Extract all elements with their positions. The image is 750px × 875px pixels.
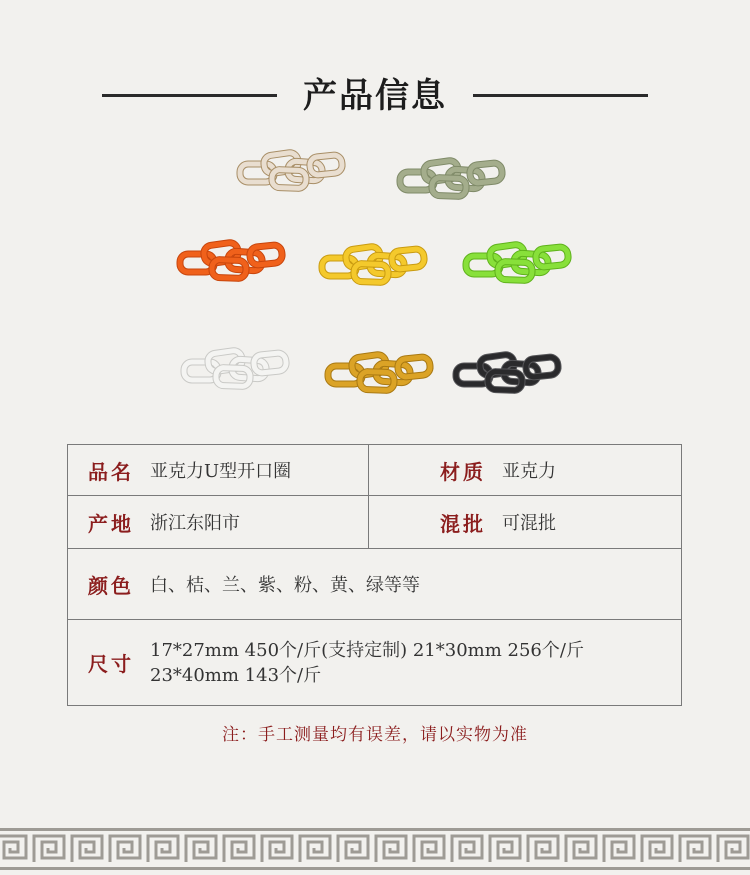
title-left-line [102, 94, 277, 97]
chain-white [180, 338, 290, 398]
spec-row-origin-mix [68, 496, 681, 549]
fret-motif [566, 836, 596, 862]
label-material: 材质 [440, 459, 486, 484]
spec-row-size [68, 620, 681, 705]
fret-motif [414, 836, 444, 862]
cell-divider [368, 445, 369, 495]
chain-cream-tortoise [236, 140, 346, 200]
label-origin: 产地 [88, 511, 134, 536]
value-name: 亚克力U型开口圈 [150, 461, 292, 482]
fret-motif [718, 836, 748, 862]
fret-motif [148, 836, 178, 862]
chain-sage-green [396, 148, 506, 208]
fret-motif [72, 836, 102, 862]
value-mix: 可混批 [502, 513, 556, 534]
fret-motif [262, 836, 292, 862]
label-mix: 混批 [440, 511, 486, 536]
fret-motif [224, 836, 254, 862]
value-size-line2: 23*40mm 143个/斤 [150, 664, 322, 686]
border-top-line [0, 828, 750, 831]
label-color: 颜色 [88, 573, 134, 598]
fret-motif [642, 836, 672, 862]
value-color: 白、桔、兰、紫、粉、黄、绿等等 [150, 575, 420, 596]
product-image-chains [0, 130, 750, 420]
chain-lime-green [462, 232, 572, 292]
cell-divider [368, 496, 369, 548]
spec-row-name-material [68, 445, 681, 496]
section-header [0, 70, 750, 126]
border-bottom-line [0, 867, 750, 870]
label-name: 品名 [88, 459, 134, 484]
fret-motif [528, 836, 558, 862]
chain-black [452, 342, 562, 402]
label-size: 尺寸 [88, 652, 134, 676]
fret-motif [490, 836, 520, 862]
fret-motif [452, 836, 482, 862]
chain-yellow [318, 234, 428, 294]
fret-motif [680, 836, 710, 862]
fret-motif [376, 836, 406, 862]
spec-row-color [68, 549, 681, 620]
page-title: 产品信息 [303, 76, 447, 116]
fret-motif [110, 836, 140, 862]
fret-motif [338, 836, 368, 862]
value-origin: 浙江东阳市 [150, 513, 240, 534]
fret-motif [186, 836, 216, 862]
measurement-note: 注：手工测量均有误差，请以实物为准 [222, 725, 528, 745]
fret-motif [300, 836, 330, 862]
chain-orange [176, 230, 286, 290]
spec-table [67, 444, 682, 706]
fret-pattern-border [0, 826, 750, 872]
value-size-line1: 17*27mm 450个/斤(支持定制) 21*30mm 256个/斤 [150, 639, 584, 661]
fret-motif [0, 836, 26, 862]
title-right-line [473, 94, 648, 97]
value-material: 亚克力 [502, 461, 556, 482]
chain-mustard [324, 342, 434, 402]
fret-motif [34, 836, 64, 862]
fret-motif [604, 836, 634, 862]
value-size [150, 638, 630, 688]
